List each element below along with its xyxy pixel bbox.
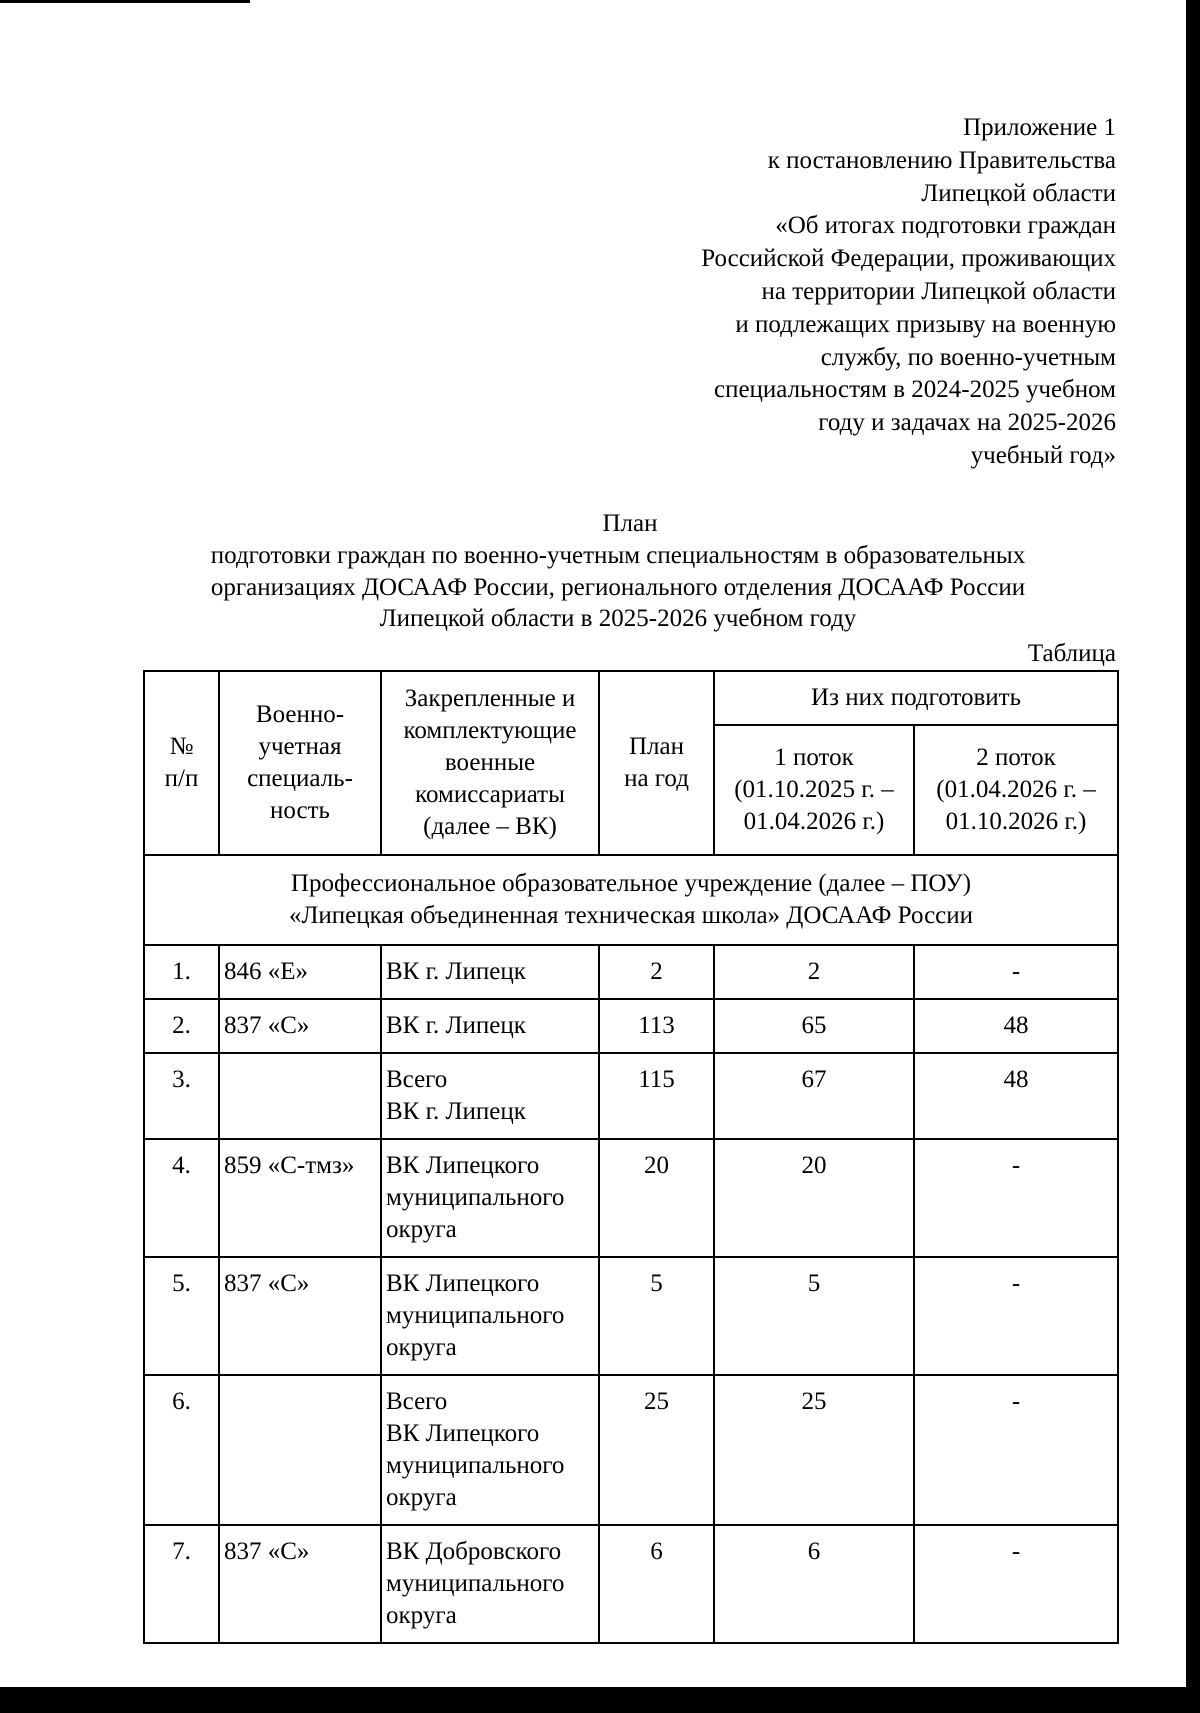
row-spec	[219, 1375, 381, 1525]
row-spec: 837 «С»	[219, 1257, 381, 1375]
row-vk-line: ВК г. Липецк	[386, 1098, 526, 1125]
header-stream-1-line: 01.04.2026 г.)	[743, 808, 885, 835]
row-stream-2: -	[914, 945, 1118, 999]
header-stream-2-line: 01.10.2026 г.)	[945, 808, 1087, 835]
header-stream-1-line: 1 поток	[774, 744, 854, 771]
row-vk-line: муниципального	[386, 1302, 565, 1329]
table-row	[144, 1139, 1118, 1257]
scan-border-bottom	[0, 1687, 1200, 1713]
appendix-line: на территории Липецкой области	[761, 277, 1116, 305]
row-vk	[381, 1257, 599, 1375]
row-vk-line: Всего	[386, 1388, 448, 1415]
row-vk-line: муниципального	[386, 1184, 565, 1211]
row-vk-line: муниципального	[386, 1452, 565, 1479]
header-spec-line: ность	[270, 797, 330, 824]
plan-title: План	[602, 510, 658, 537]
row-plan: 2	[599, 945, 714, 999]
row-stream-2: 48	[914, 999, 1118, 1053]
header-stream-2	[914, 725, 1118, 855]
row-plan: 20	[599, 1139, 714, 1257]
plan-subtitle	[150, 540, 1086, 635]
appendix-line: году и задачах на 2025-2026	[818, 409, 1116, 437]
header-group: Из них подготовить	[714, 671, 1118, 725]
row-vk-line: округа	[386, 1484, 457, 1511]
header-vk	[381, 671, 599, 855]
row-vk-line: округа	[386, 1602, 457, 1629]
row-stream-2: -	[914, 1375, 1118, 1525]
row-plan: 115	[599, 1053, 714, 1139]
row-stream-1: 2	[714, 945, 914, 999]
row-spec	[219, 1053, 381, 1139]
plan-subtitle-line: Липецкой области в 2025-2026 учебном году	[379, 605, 857, 632]
header-vk-line: комиссариаты	[415, 781, 565, 808]
section-line: Профессиональное образовательное учреждение (далее – ПОУ)	[290, 870, 972, 897]
appendix-line: «Об итогах подготовки граждан	[775, 212, 1116, 240]
header-plan	[599, 671, 714, 855]
header-vk-line: комплектующие	[403, 717, 577, 744]
row-num: 3.	[144, 1053, 219, 1139]
row-spec: 837 «С»	[219, 999, 381, 1053]
row-num: 2.	[144, 999, 219, 1053]
header-vk-line: Закрепленные и	[404, 685, 576, 712]
row-stream-1: 25	[714, 1375, 914, 1525]
row-num: 4.	[144, 1139, 219, 1257]
header-stream-1-line: (01.10.2025 г. –	[734, 776, 894, 803]
row-vk	[381, 1139, 599, 1257]
row-vk	[381, 999, 599, 1053]
row-stream-1: 67	[714, 1053, 914, 1139]
row-plan: 25	[599, 1375, 714, 1525]
appendix-line: службу, по военно-учетным	[820, 343, 1116, 371]
table-row	[144, 999, 1118, 1053]
header-stream-2-line: 2 поток	[976, 744, 1056, 771]
row-spec: 859 «С-тмз»	[219, 1139, 381, 1257]
plan-subtitle-line: подготовки граждан по военно-учетным специальностям в образовательных	[210, 542, 1026, 569]
row-plan: 113	[599, 999, 714, 1053]
row-vk-line: Всего	[386, 1066, 448, 1093]
row-num: 5.	[144, 1257, 219, 1375]
table-row	[144, 1375, 1118, 1525]
row-vk-line: ВК Липецкого	[386, 1420, 540, 1447]
table-row	[144, 1053, 1118, 1139]
row-stream-1: 65	[714, 999, 914, 1053]
section-line: «Липецкая объединенная техническая школа» ДОСААФ России	[288, 902, 974, 929]
plan-table	[143, 670, 1119, 1644]
row-num: 6.	[144, 1375, 219, 1525]
table-row	[144, 945, 1118, 999]
appendix-line: специальностям в 2024-2025 учебном	[713, 376, 1116, 404]
row-stream-2: 48	[914, 1053, 1118, 1139]
header-vk-line: (далее – ВК)	[423, 813, 557, 840]
appendix-line: к постановлению Правительства	[767, 146, 1116, 174]
row-vk-line: муниципального	[386, 1570, 565, 1597]
row-stream-2: -	[914, 1139, 1118, 1257]
header-vk-line: военные	[444, 749, 536, 776]
row-stream-1: 5	[714, 1257, 914, 1375]
header-plan-line: на год	[624, 765, 689, 792]
row-vk-line: округа	[386, 1334, 457, 1361]
row-stream-2: -	[914, 1525, 1118, 1643]
scan-border-right	[1186, 0, 1200, 1713]
row-vk-line: ВК Добровского	[386, 1538, 562, 1565]
row-plan: 5	[599, 1257, 714, 1375]
row-stream-1: 6	[714, 1525, 914, 1643]
header-spec	[219, 671, 381, 855]
row-spec: 846 «Е»	[219, 945, 381, 999]
appendix-line: и подлежащих призыву на военную	[735, 310, 1116, 338]
row-vk	[381, 1525, 599, 1643]
row-stream-1: 20	[714, 1139, 914, 1257]
row-vk-line: округа	[386, 1216, 457, 1243]
row-vk-line: ВК Липецкого	[386, 1270, 540, 1297]
header-num-line: №	[169, 733, 194, 760]
table-label: Таблица	[1027, 640, 1116, 667]
row-vk-line: ВК г. Липецк	[386, 1012, 526, 1039]
appendix-line: Российской Федерации, проживающих	[701, 245, 1116, 273]
row-vk-line: ВК Липецкого	[386, 1152, 540, 1179]
table-row	[144, 1257, 1118, 1375]
scan-mark	[0, 0, 250, 3]
row-num: 1.	[144, 945, 219, 999]
row-stream-2: -	[914, 1257, 1118, 1375]
row-plan: 6	[599, 1525, 714, 1643]
header-num	[144, 671, 219, 855]
header-spec-line: специаль-	[247, 765, 353, 792]
plan-subtitle-line: организациях ДОСААФ России, регионального отделения ДОСААФ России	[210, 573, 1026, 601]
table-row	[144, 1525, 1118, 1643]
row-vk	[381, 1053, 599, 1139]
appendix-header	[556, 112, 1116, 473]
header-plan-line: План	[628, 733, 684, 760]
row-spec: 837 «С»	[219, 1525, 381, 1643]
row-vk-line: ВК г. Липецк	[386, 958, 526, 985]
header-stream-1	[714, 725, 914, 855]
row-vk	[381, 1375, 599, 1525]
section-row	[144, 855, 1118, 945]
header-num-line: п/п	[164, 765, 199, 792]
header-spec-line: Военно-	[255, 701, 345, 728]
appendix-line: Приложение 1	[963, 114, 1116, 141]
row-vk	[381, 945, 599, 999]
appendix-line: Липецкой области	[921, 179, 1116, 207]
header-stream-2-line: (01.04.2026 г. –	[936, 776, 1096, 803]
header-spec-line: учетная	[258, 733, 342, 760]
row-num: 7.	[144, 1525, 219, 1643]
appendix-line: учебный год»	[970, 441, 1116, 469]
